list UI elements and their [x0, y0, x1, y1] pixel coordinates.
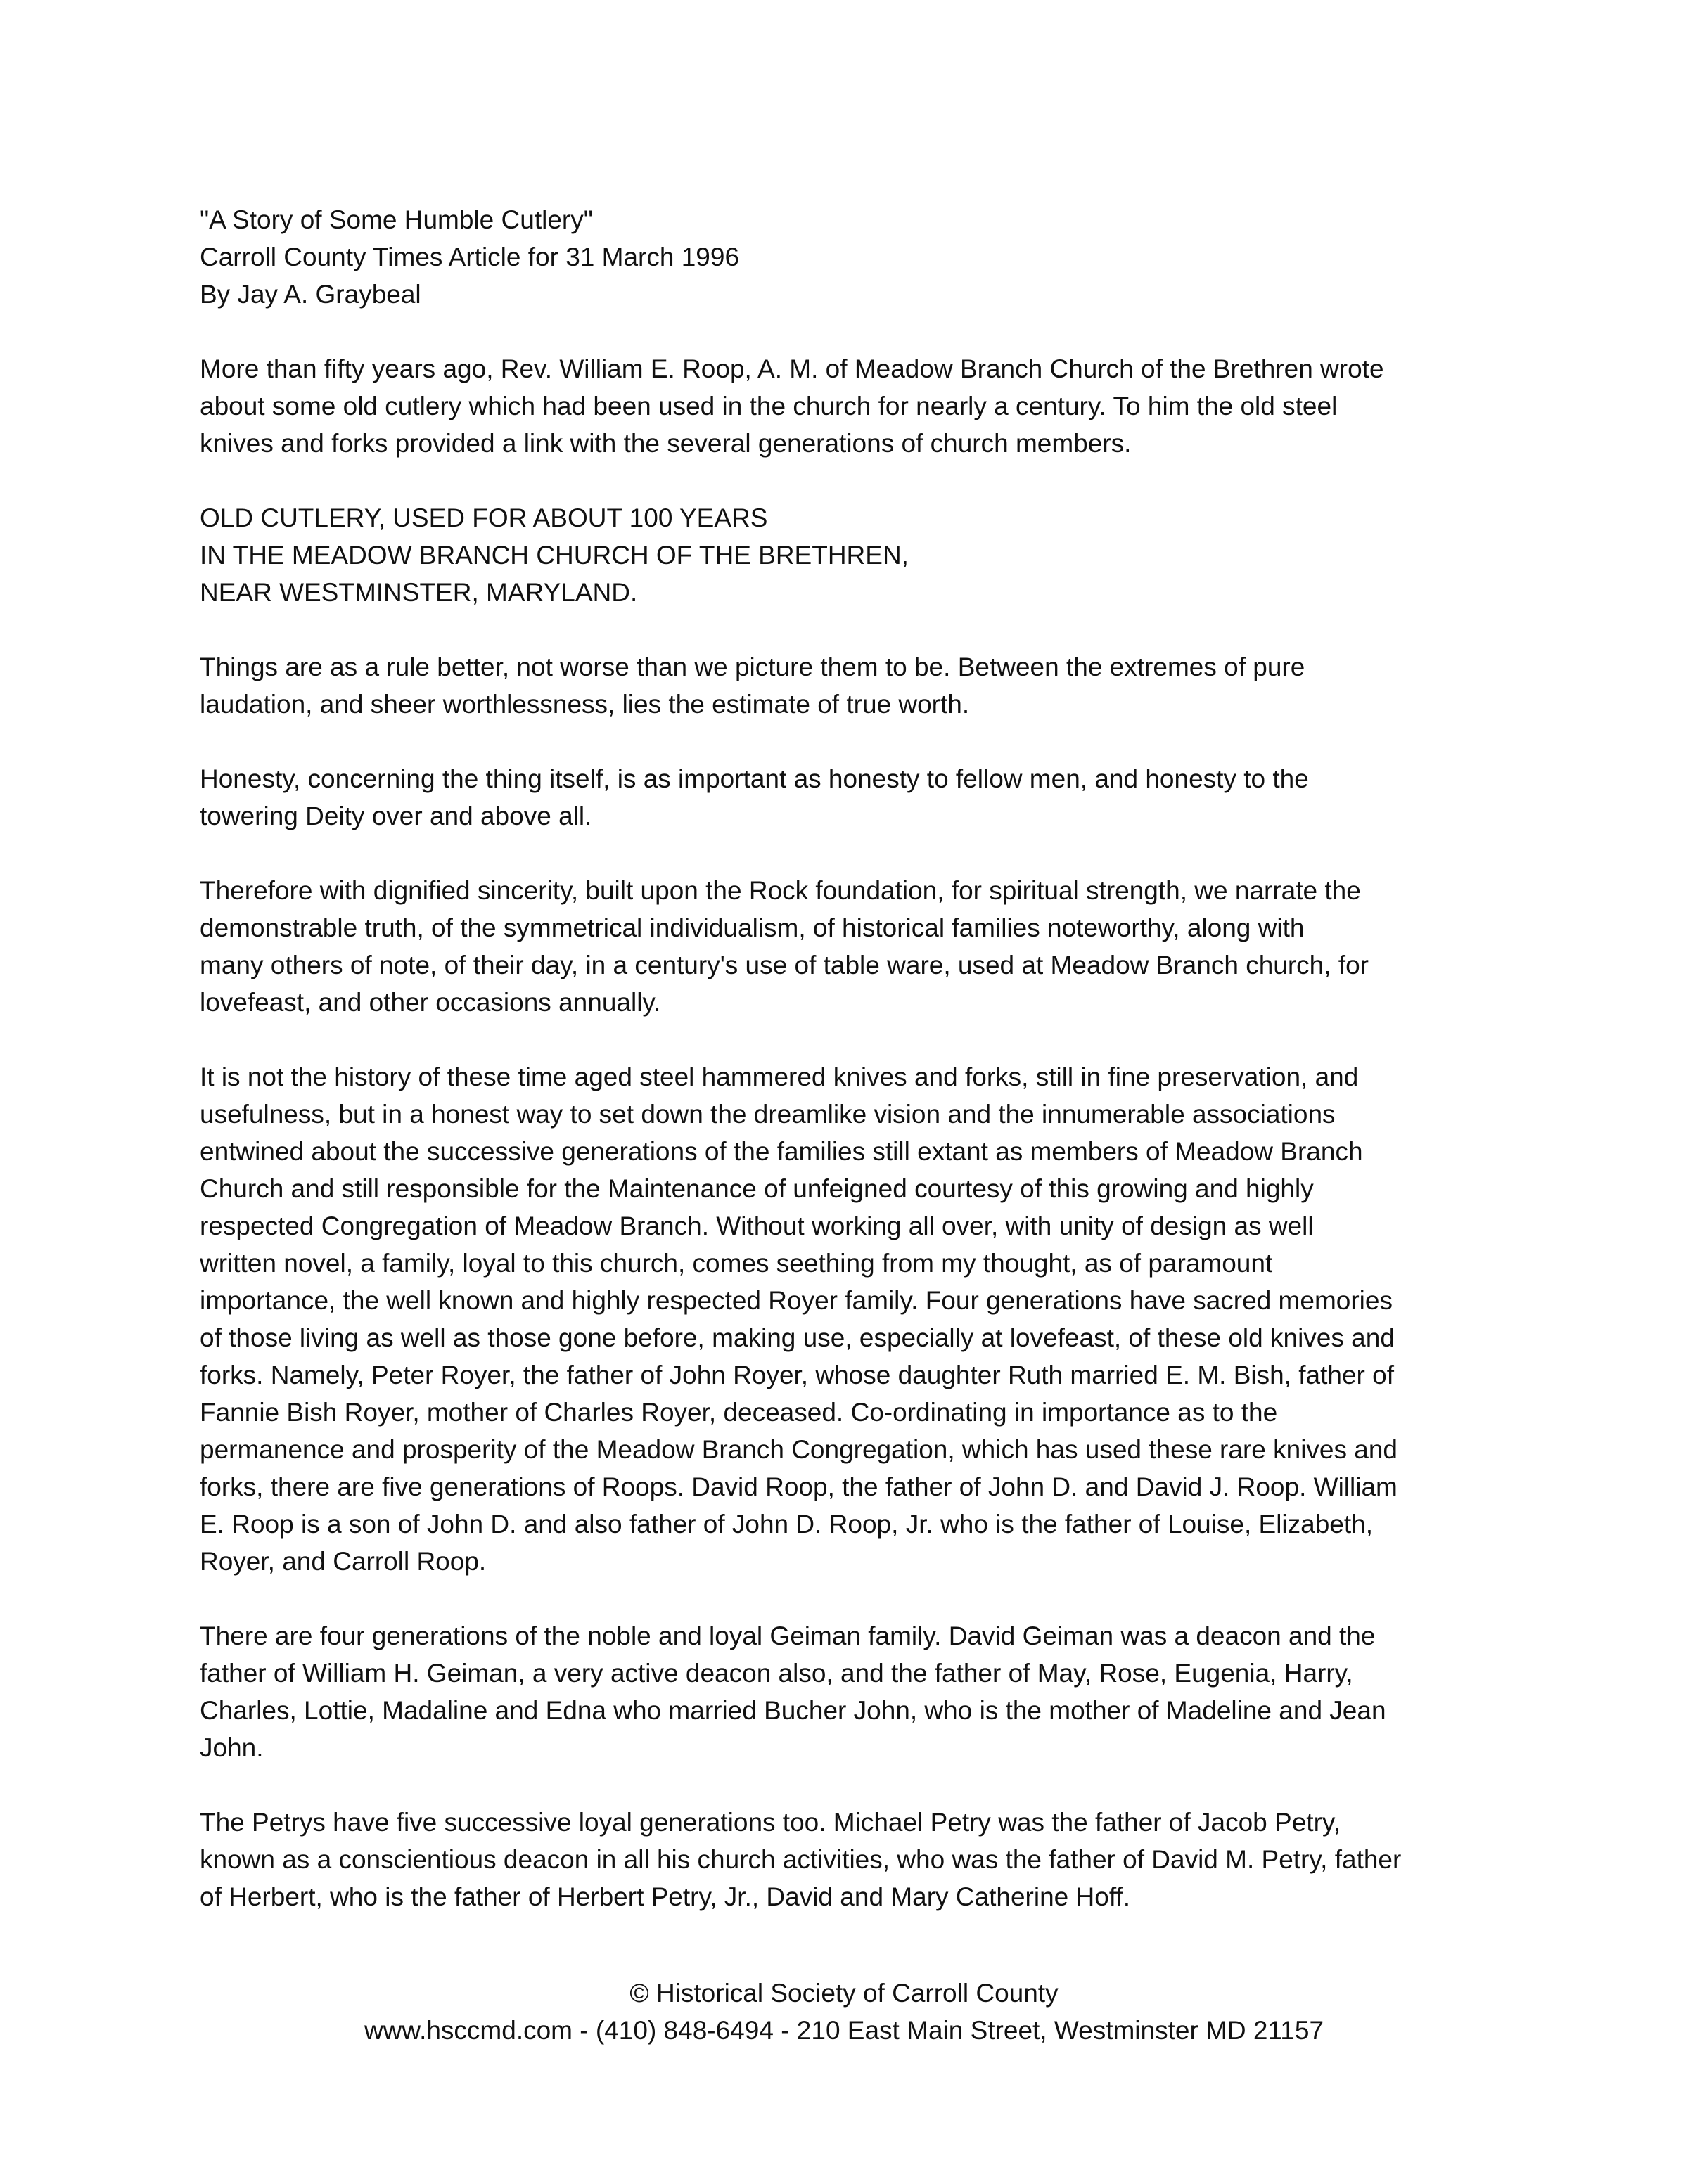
text-line: John. [200, 1733, 264, 1762]
text-line: permanence and prosperity of the Meadow Branch Congregation, which has used these rare knives and [200, 1435, 1398, 1464]
quoted-article-heading [200, 499, 1508, 611]
article-source: Carroll County Times Article for 31 March 1996 [200, 243, 740, 271]
footer-copyright: © Historical Society of Carroll County [629, 1979, 1059, 2008]
heading-line: NEAR WESTMINSTER, MARYLAND. [200, 578, 638, 607]
text-line: Royer, and Carroll Roop. [200, 1547, 487, 1576]
text-line: Honesty, concerning the thing itself, is as important as honesty to fellow men, and honesty to the [200, 764, 1309, 793]
text-line: of those living as well as those gone before, making use, especially at lovefeast, of these old knives and [200, 1323, 1395, 1352]
heading-line: OLD CUTLERY, USED FOR ABOUT 100 YEARS [200, 503, 768, 532]
intro-paragraph [200, 350, 1508, 462]
text-line: many others of note, of their day, in a century's use of table ware, used at Meadow Branch church, for [200, 951, 1369, 979]
text-line: of Herbert, who is the father of Herbert Petry, Jr., David and Mary Catherine Hoff. [200, 1882, 1130, 1911]
document-page [200, 201, 1508, 1953]
text-line: lovefeast, and other occasions annually. [200, 988, 661, 1017]
text-line: respected Congregation of Meadow Branch. Without working all over, with unity of design as well [200, 1212, 1314, 1240]
article-title: "A Story of Some Humble Cutlery" [200, 205, 593, 234]
text-line: towering Deity over and above all. [200, 802, 592, 830]
page-footer [0, 1974, 1688, 2049]
text-line: laudation, and sheer worthlessness, lies the estimate of true worth. [200, 690, 970, 719]
text-line: Fannie Bish Royer, mother of Charles Royer, deceased. Co-ordinating in importance as to the [200, 1398, 1278, 1427]
heading-line: IN THE MEADOW BRANCH CHURCH OF THE BRETHREN, [200, 541, 909, 570]
text-line: father of William H. Geiman, a very active deacon also, and the father of May, Rose, Eugenia, Harry, [200, 1659, 1353, 1688]
text-line: importance, the well known and highly respected Royer family. Four generations have sacred memories [200, 1286, 1393, 1315]
text-line: written novel, a family, loyal to this church, comes seething from my thought, as of paramount [200, 1249, 1273, 1278]
text-line: entwined about the successive generations of the families still extant as members of Meadow Branch [200, 1137, 1363, 1166]
text-line: about some old cutlery which had been used in the church for nearly a century. To him the old steel [200, 392, 1338, 420]
text-line: forks, there are five generations of Roops. David Roop, the father of John D. and David J. Roop. William [200, 1472, 1398, 1501]
paragraph-worth [200, 648, 1508, 723]
article-byline: By Jay A. Graybeal [200, 280, 421, 309]
text-line: It is not the history of these time aged steel hammered knives and forks, still in fine preservation, and [200, 1062, 1359, 1091]
paragraph-petry [200, 1804, 1508, 1915]
text-line: E. Roop is a son of John D. and also father of John D. Roop, Jr. who is the father of Louise, Elizabeth, [200, 1510, 1374, 1539]
text-line: knives and forks provided a link with the several generations of church members. [200, 429, 1132, 458]
text-line: Things are as a rule better, not worse than we picture them to be. Between the extremes of pure [200, 653, 1305, 681]
paragraph-sincerity [200, 872, 1508, 1021]
text-line: Therefore with dignified sincerity, built upon the Rock foundation, for spiritual strength, we narrate the [200, 876, 1361, 905]
text-line: Charles, Lottie, Madaline and Edna who married Bucher John, who is the mother of Madeline and Jean [200, 1696, 1386, 1725]
text-line: usefulness, but in a honest way to set down the dreamlike vision and the innumerable associations [200, 1100, 1336, 1129]
text-line: The Petrys have five successive loyal generations too. Michael Petry was the father of Jacob Petry, [200, 1808, 1341, 1837]
text-line: Church and still responsible for the Maintenance of unfeigned courtesy of this growing and highly [200, 1174, 1314, 1203]
paragraph-families [200, 1058, 1508, 1580]
text-line: There are four generations of the noble and loyal Geiman family. David Geiman was a deacon and the [200, 1621, 1376, 1650]
text-line: known as a conscientious deacon in all his church activities, who was the father of David M. Petry, father [200, 1845, 1402, 1874]
article-header [200, 201, 1508, 313]
paragraph-honesty [200, 760, 1508, 835]
text-line: More than fifty years ago, Rev. William E. Roop, A. M. of Meadow Branch Church of the Brethren wrote [200, 354, 1384, 383]
paragraph-geiman [200, 1617, 1508, 1766]
footer-contact: www.hsccmd.com - (410) 848-6494 - 210 East Main Street, Westminster MD 21157 [364, 2016, 1324, 2045]
text-line: demonstrable truth, of the symmetrical individualism, of historical families noteworthy, along with [200, 913, 1305, 942]
text-line: forks. Namely, Peter Royer, the father of John Royer, whose daughter Ruth married E. M. Bish, father of [200, 1361, 1394, 1389]
